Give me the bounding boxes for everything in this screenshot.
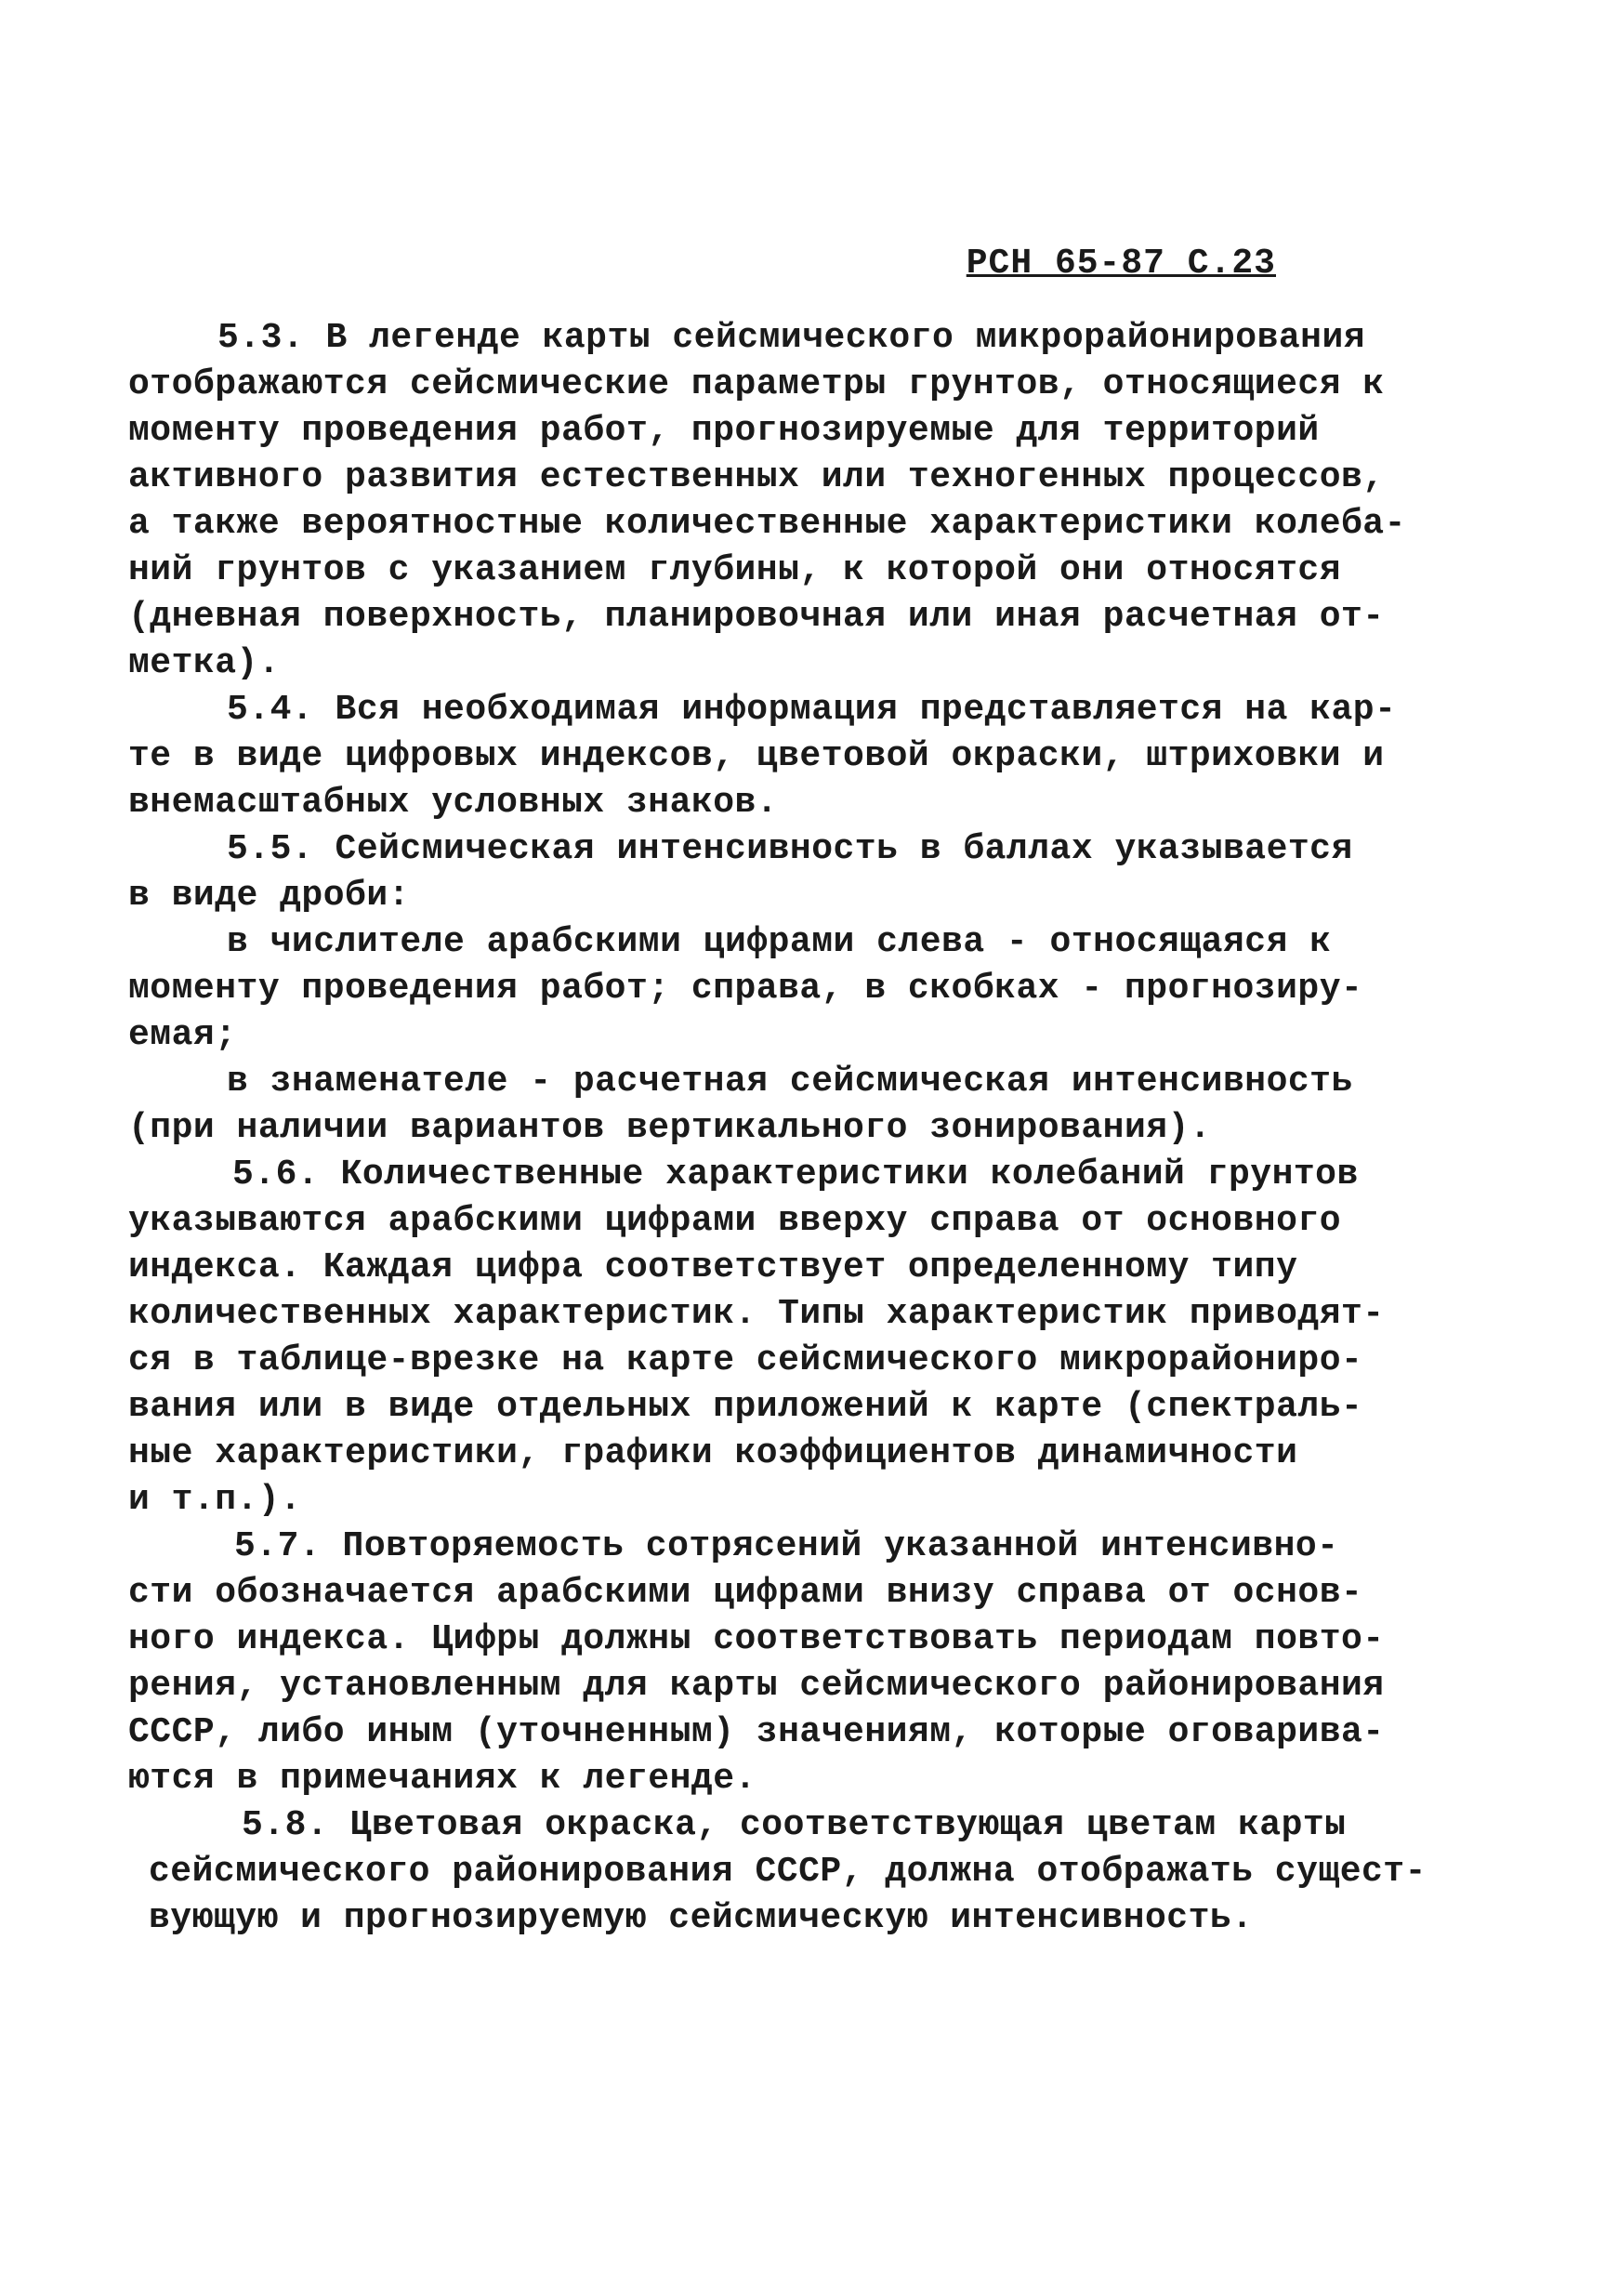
text-line: ного индекса. Цифры должны соответствовать периодам повто-	[128, 1619, 1385, 1659]
text-line: ся в таблице-врезке на карте сейсмического микрорайониро-	[128, 1340, 1363, 1380]
text-line: отображаются сейсмические параметры грунтов, относящиеся к	[128, 364, 1385, 404]
text-line: моменту проведения работ; справа, в скобках - прогнозиру-	[128, 969, 1363, 1009]
text-line: 5.4. Вся необходимая информация представляется на кар-	[227, 690, 1397, 730]
page-header: РСН 65-87 С.23	[966, 244, 1276, 284]
text-line: те в виде цифровых индексов, цветовой окраски, штриховки и	[128, 736, 1385, 776]
text-line: сти обозначается арабскими цифрами внизу справа от основ-	[128, 1573, 1363, 1613]
text-line: емая;	[128, 1015, 237, 1055]
text-line: 5.8. Цветовая окраска, соответствующая цветам карты	[242, 1805, 1347, 1845]
text-line: сейсмического районирования СССР, должна отображать сущест-	[149, 1852, 1427, 1892]
text-line: ются в примечаниях к легенде.	[128, 1759, 756, 1799]
text-line: активного развития естественных или техногенных процессов,	[128, 457, 1385, 497]
text-line: количественных характеристик. Типы характеристик приводят-	[128, 1294, 1385, 1334]
text-line: 5.5. Сейсмическая интенсивность в баллах указывается	[227, 829, 1353, 869]
text-line: в знаменателе - расчетная сейсмическая интенсивность	[227, 1062, 1353, 1102]
text-line: указываются арабскими цифрами вверху справа от основного	[128, 1201, 1342, 1241]
text-line: ные характеристики, графики коэффициентов динамичности	[128, 1433, 1298, 1473]
text-line: в числителе арабскими цифрами слева - относящаяся к	[227, 922, 1332, 962]
text-line: вующую и прогнозируемую сейсмическую интенсивность.	[149, 1898, 1254, 1938]
text-line: (дневная поверхность, планировочная или иная расчетная от-	[128, 597, 1385, 637]
text-line: (при наличии вариантов вертикального зонирования).	[128, 1108, 1212, 1148]
text-line: вания или в виде отдельных приложений к карте (спектраль-	[128, 1387, 1363, 1427]
text-line: рения, установленным для карты сейсмического районирования	[128, 1666, 1385, 1706]
text-line: и т.п.).	[128, 1480, 302, 1520]
text-line: 5.3. В легенде карты сейсмического микрорайонирования	[217, 318, 1366, 358]
text-line: моменту проведения работ, прогнозируемые для территорий	[128, 411, 1320, 451]
text-line: 5.7. Повторяемость сотрясений указанной интенсивно-	[234, 1526, 1339, 1566]
text-line: СССР, либо иным (уточненным) значениям, которые оговарива-	[128, 1712, 1385, 1752]
text-line: а также вероятностные количественные характеристики колеба-	[128, 504, 1406, 544]
text-line: индекса. Каждая цифра соответствует определенному типу	[128, 1247, 1298, 1287]
text-line: внемасштабных условных знаков.	[128, 783, 779, 823]
text-line: в виде дроби:	[128, 876, 410, 916]
text-line: 5.6. Количественные характеристики колебаний грунтов	[232, 1155, 1359, 1194]
text-line: метка).	[128, 643, 281, 683]
text-line: ний грунтов с указанием глубины, к которой они относятся	[128, 550, 1342, 590]
